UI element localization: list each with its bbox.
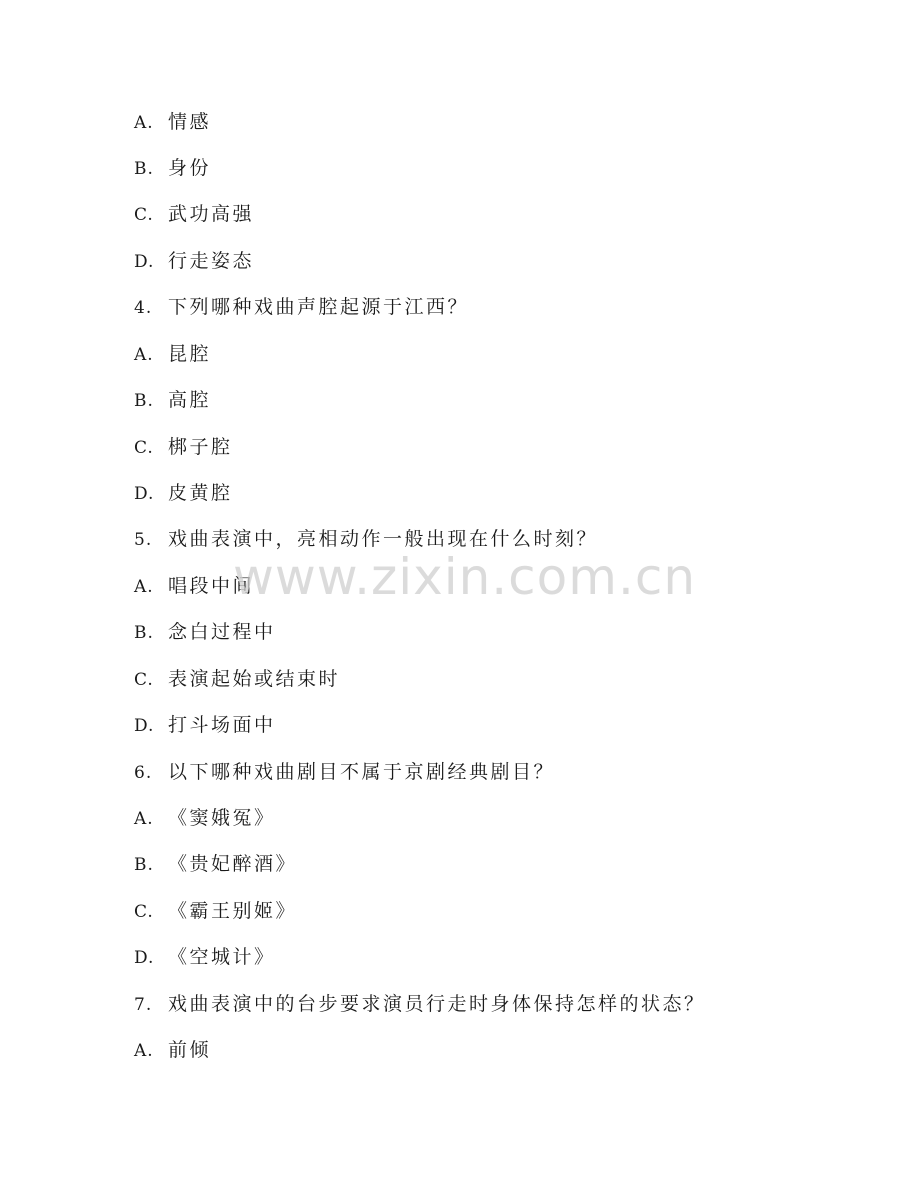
option-marker: C.	[134, 205, 154, 225]
question-text: 戏曲表演中的台步要求演员行走时身体保持怎样的状态？	[168, 993, 706, 1015]
option-marker: A.	[134, 1041, 154, 1061]
option-c	[134, 199, 254, 229]
option-a	[134, 571, 254, 601]
question-text: 戏曲表演中，亮相动作一般出现在什么时刻？	[168, 528, 599, 550]
option-text: 唱段中间	[168, 575, 255, 597]
option-marker: C.	[134, 670, 154, 690]
option-text: 情感	[168, 111, 212, 133]
option-text: 前倾	[168, 1039, 212, 1061]
option-text: 皮黄腔	[168, 482, 233, 504]
option-text: 《贵妃醉酒》	[168, 853, 298, 875]
question-number: 7.	[134, 995, 153, 1015]
option-marker: B.	[134, 855, 154, 875]
option-d	[134, 246, 254, 276]
option-b	[134, 385, 211, 415]
option-marker: B.	[134, 391, 154, 411]
option-marker: D.	[134, 484, 155, 504]
option-b	[134, 617, 276, 647]
option-a	[134, 339, 211, 369]
option-marker: D.	[134, 948, 155, 968]
option-marker: D.	[134, 252, 155, 272]
option-text: 昆腔	[168, 343, 212, 365]
option-marker: A.	[134, 577, 154, 597]
option-marker: B.	[134, 159, 154, 179]
option-marker: A.	[134, 113, 154, 133]
option-marker: C.	[134, 438, 154, 458]
option-text: 表演起始或结束时	[168, 668, 341, 690]
question-text: 下列哪种戏曲声腔起源于江西？	[168, 296, 470, 318]
option-text: 念白过程中	[168, 621, 276, 643]
option-text: 《窦娥冤》	[168, 807, 276, 829]
option-text: 武功高强	[168, 203, 255, 225]
option-text: 《霸王别姬》	[168, 900, 298, 922]
question-5	[134, 524, 598, 554]
option-text: 身份	[168, 157, 212, 179]
option-text: 《空城计》	[168, 946, 276, 968]
option-marker: A.	[134, 345, 154, 365]
option-marker: D.	[134, 716, 155, 736]
option-text: 高腔	[168, 389, 212, 411]
option-text: 梆子腔	[168, 436, 233, 458]
option-text: 打斗场面中	[168, 714, 276, 736]
option-marker: A.	[134, 809, 154, 829]
watermark: www.zixin.com.cn	[233, 548, 697, 606]
question-7	[134, 989, 706, 1019]
question-6	[134, 757, 555, 787]
option-c	[134, 432, 233, 462]
option-marker: C.	[134, 902, 154, 922]
option-c	[134, 896, 297, 926]
option-d	[134, 710, 276, 740]
question-text: 以下哪种戏曲剧目不属于京剧经典剧目？	[168, 761, 556, 783]
option-c	[134, 664, 340, 694]
option-b	[134, 153, 211, 183]
option-a	[134, 1035, 211, 1065]
option-b	[134, 849, 297, 879]
option-a	[134, 803, 276, 833]
option-a	[134, 107, 211, 137]
question-4	[134, 292, 469, 322]
option-marker: B.	[134, 623, 154, 643]
question-number: 4.	[134, 298, 153, 318]
option-d	[134, 478, 233, 508]
option-d	[134, 942, 276, 972]
option-text: 行走姿态	[168, 250, 255, 272]
question-number: 5.	[134, 530, 153, 550]
question-number: 6.	[134, 763, 153, 783]
